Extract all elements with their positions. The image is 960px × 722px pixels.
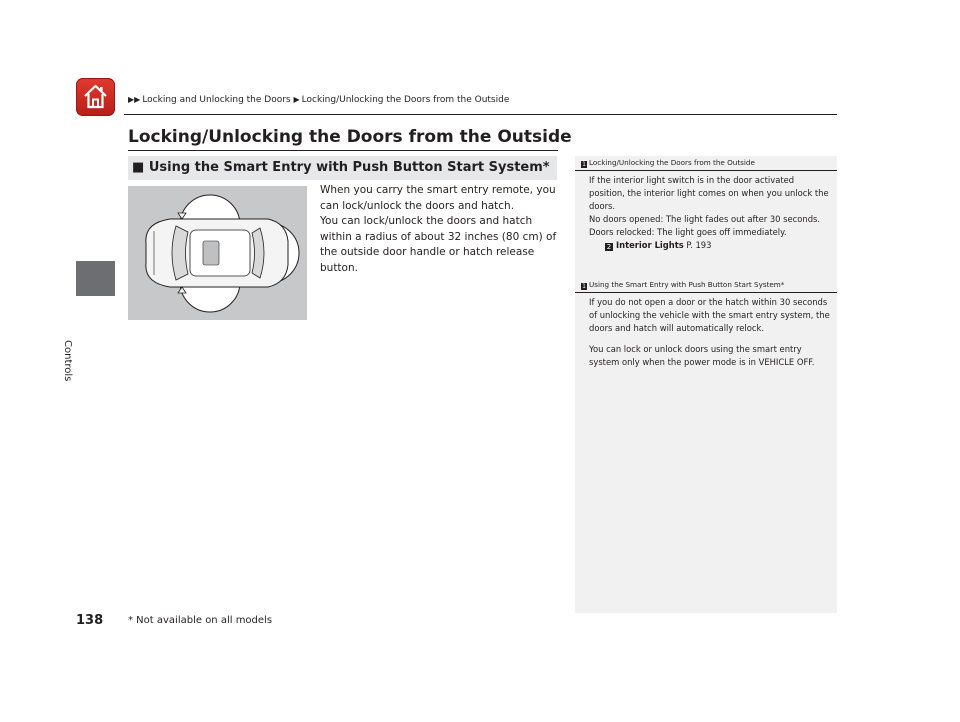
footnote: * Not available on all models [128, 615, 273, 626]
paragraph: When you carry the smart entry remote, you can lock/unlock the doors and hatch. [320, 184, 556, 212]
breadcrumb-arrow-icon: ▶▶ [128, 95, 141, 104]
note-divider [575, 292, 837, 293]
home-button[interactable] [76, 78, 115, 116]
xref-page: P. 193 [686, 240, 712, 250]
section-heading: ■ Using the Smart Entry with Push Button Start System* [132, 160, 550, 175]
note-heading: 1 Using the Smart Entry with Push Button Start System* [582, 280, 785, 290]
section-label: Controls [62, 340, 73, 382]
home-icon [82, 83, 109, 110]
paragraph: You can lock/unlock the doors and hatch within a radius of about 32 inches (80 cm) of the outside door handle or hatch release button. [320, 215, 557, 274]
breadcrumb-arrow-icon: ▶ [293, 95, 300, 104]
title-divider [128, 150, 558, 151]
note-text: If you do not open a door or the hatch within 30 seconds of unlocking the vehicle with the smart entry system, the doors and hatch will automatically relock. [589, 297, 830, 333]
note-text: If the interior light switch is in the door activated position, the interior light comes on when you unlock the doors. [589, 175, 829, 211]
notes-panel [575, 156, 837, 613]
note-text: Doors relocked: The light goes off immediately. [589, 227, 787, 237]
header-divider [124, 114, 837, 115]
note-number-icon: 1 [582, 283, 586, 290]
reference-arrow-icon: 2 [606, 243, 612, 251]
note-body [589, 296, 832, 369]
body-text [320, 183, 560, 276]
note-text: You can lock or unlock doors using the smart entry system only when the power mode is in VEHICLE OFF. [589, 344, 815, 367]
breadcrumb-item[interactable]: Locking/Unlocking the Doors from the Outside [301, 95, 510, 105]
page-number: 138 [76, 613, 104, 628]
note-divider [575, 170, 837, 171]
breadcrumb [128, 95, 509, 105]
note-heading: 1 Locking/Unlocking the Doors from the Outside [582, 158, 755, 168]
note-number-icon: 1 [582, 161, 586, 168]
breadcrumb-item[interactable]: Locking and Unlocking the Doors [142, 95, 291, 105]
note-body [589, 174, 832, 252]
xref-label: Interior Lights [616, 240, 684, 250]
cross-reference[interactable] [589, 239, 832, 252]
section-square-icon: ■ [132, 160, 145, 175]
smart-entry-range-illustration [128, 186, 307, 320]
note-text: No doors opened: The light fades out after 30 seconds. [589, 214, 821, 224]
page-title: Locking/Unlocking the Doors from the Outside [128, 127, 572, 147]
section-tab [76, 261, 115, 296]
